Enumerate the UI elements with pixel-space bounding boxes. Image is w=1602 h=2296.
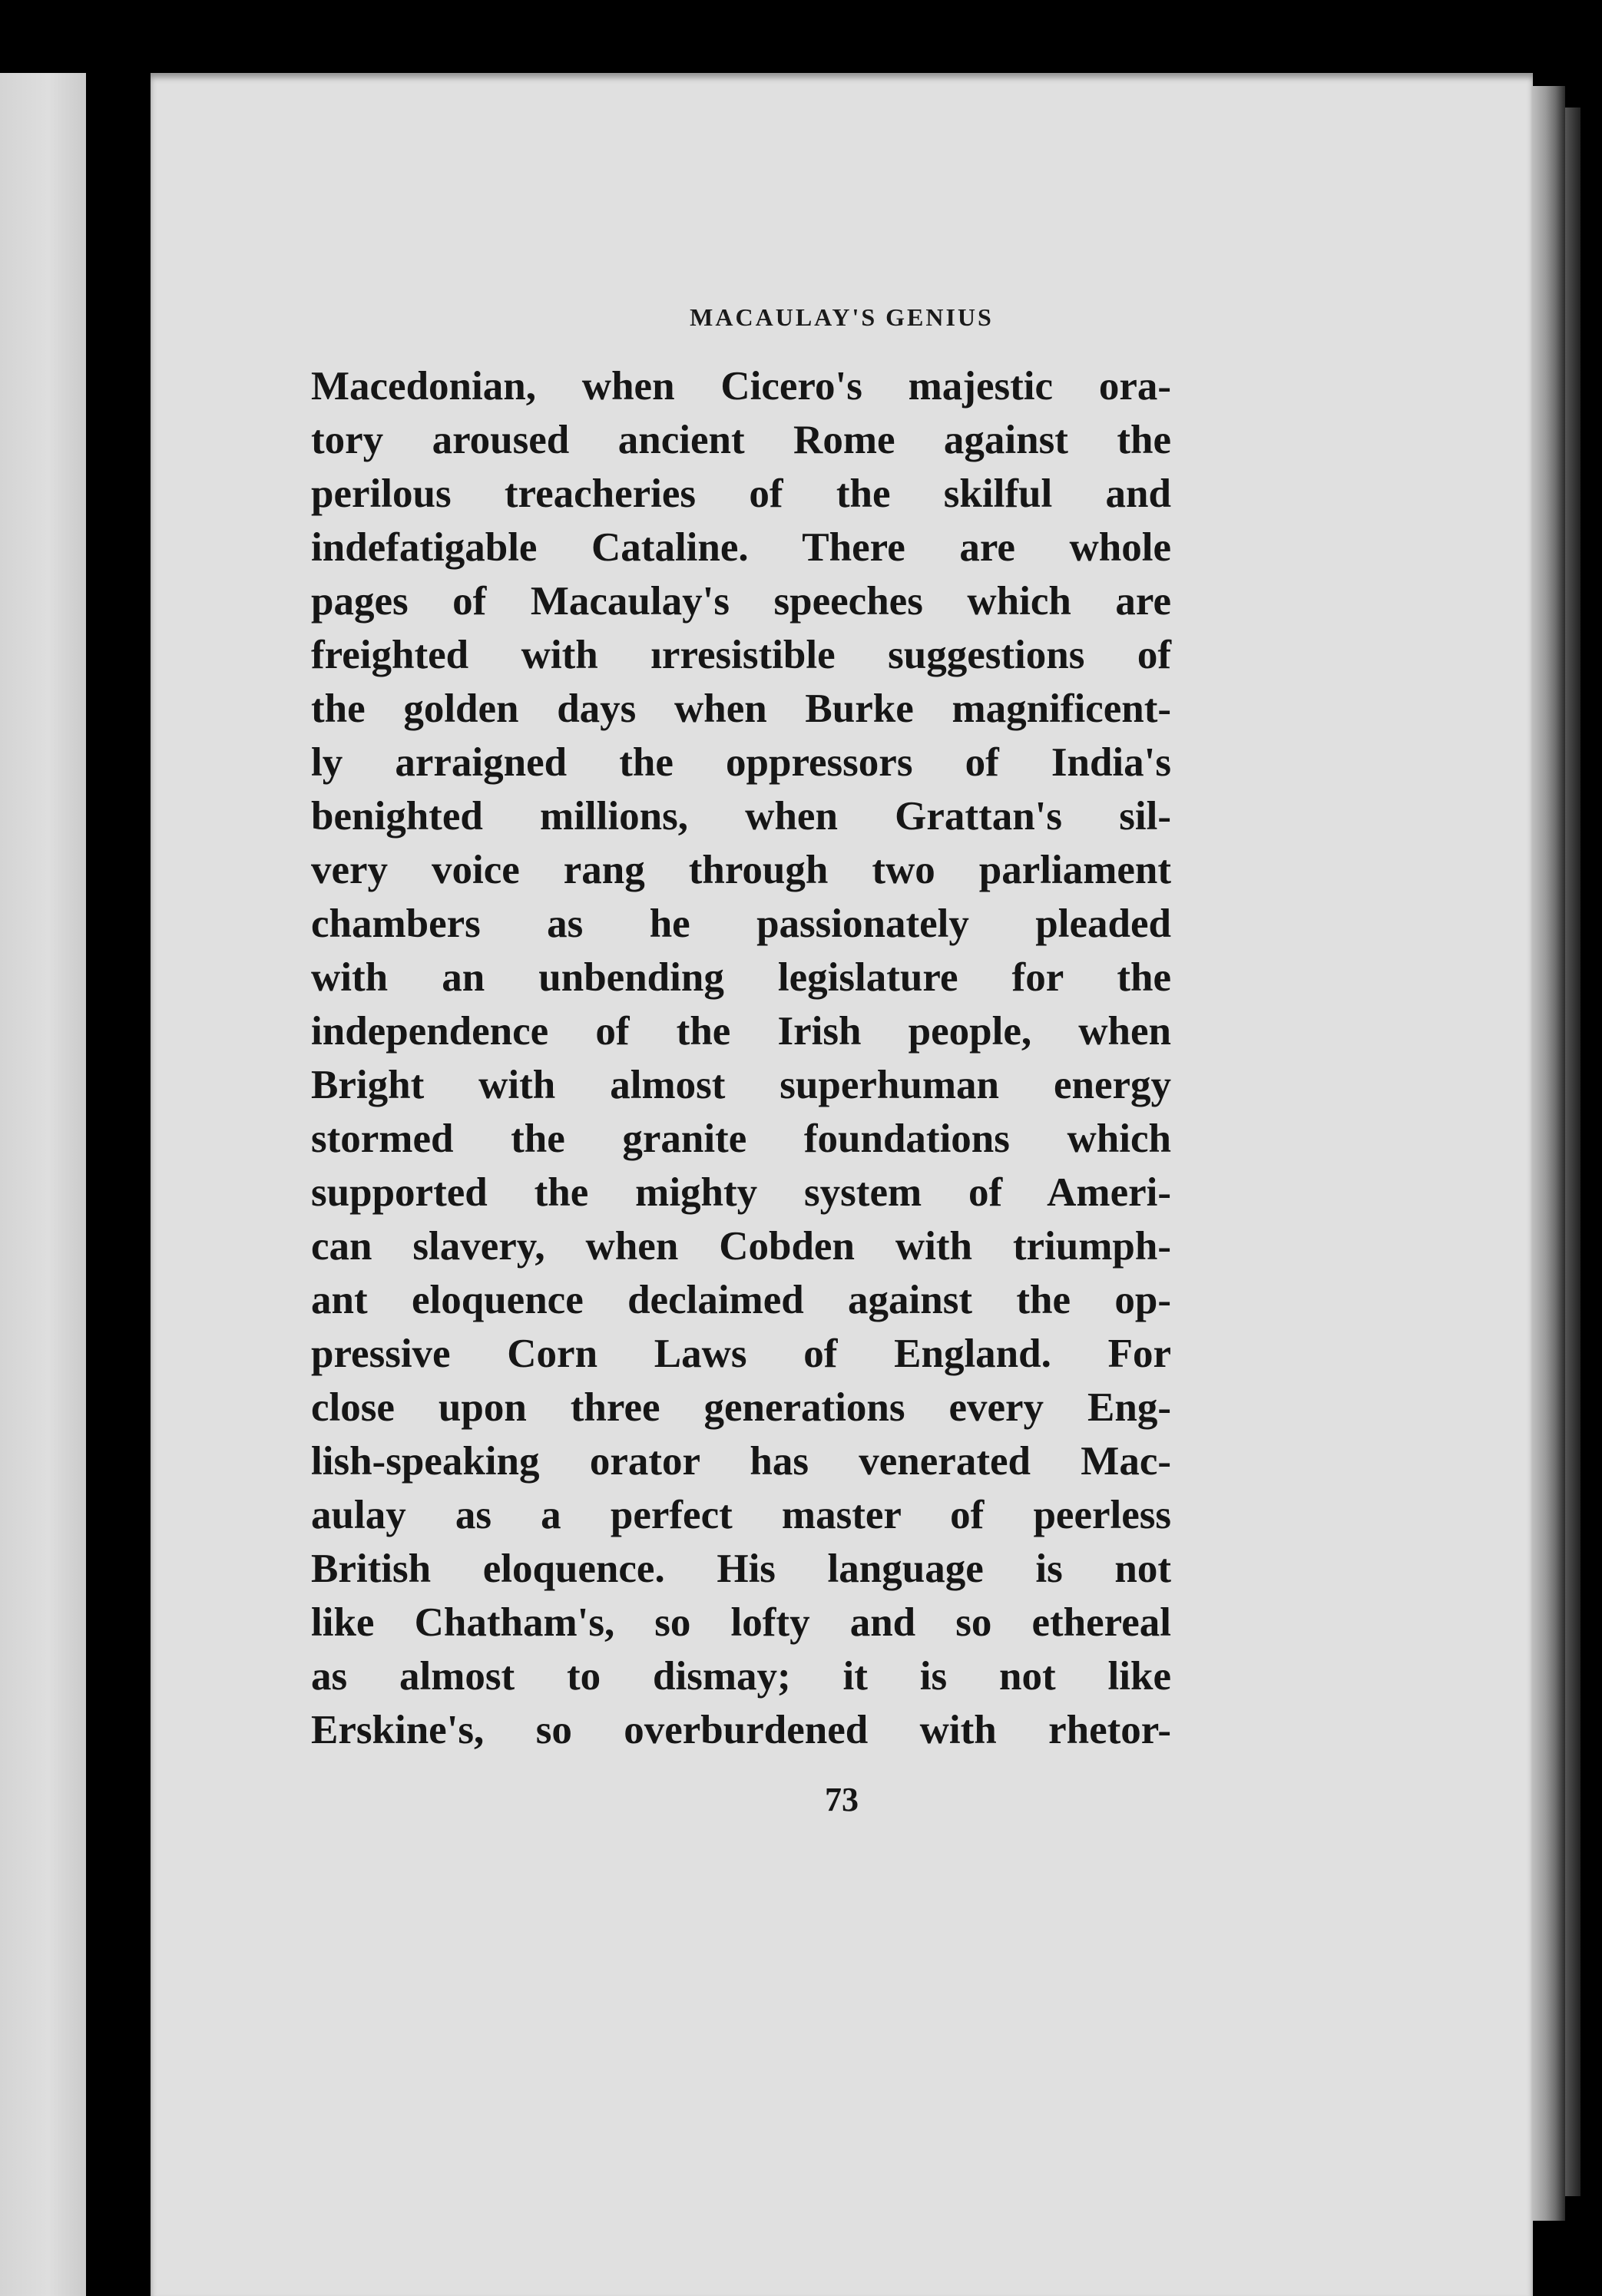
text-line: lish-speaking orator has venerated Mac- (311, 1439, 1171, 1484)
text-line: perilous treacheries of the skilful and (311, 471, 1171, 516)
page-stack-edge (1565, 108, 1580, 2196)
text-line: aulay as a perfect master of peerless (311, 1493, 1171, 1537)
text-line: with an unbending legislature for the (311, 955, 1171, 1000)
text-line: tory aroused ancient Rome against the (311, 418, 1171, 462)
text-line: Bright with almost superhuman energy (311, 1063, 1171, 1107)
page-edge-right (1533, 86, 1565, 2221)
text-line: can slavery, when Cobden with triumph- (311, 1224, 1171, 1269)
text-line: as almost to dismay; it is not like (311, 1654, 1171, 1699)
text-line: Erskine's, so overburdened with rhetor- (311, 1708, 1171, 1752)
text-line: very voice rang through two parliament (311, 848, 1171, 892)
text-line: stormed the granite foundations which (311, 1117, 1171, 1161)
book-gutter (86, 68, 151, 2296)
text-line: supported the mighty system of Ameri- (311, 1170, 1171, 1215)
text-line: British eloquence. His language is not (311, 1547, 1171, 1591)
text-line: like Chatham's, so lofty and so ethereal (311, 1600, 1171, 1645)
text-line: ly arraigned the oppressors of India's (311, 740, 1171, 785)
running-head: MACAULAY'S GENIUS (690, 303, 994, 331)
left-page-edge (0, 73, 88, 2296)
text-line: freighted with ırresistible suggestions of (311, 633, 1171, 677)
text-line: benighted millions, when Grattan's sil- (311, 794, 1171, 839)
text-line: pressive Corn Laws of England. For (311, 1332, 1171, 1376)
text-line: pages of Macaulay's speeches which are (311, 579, 1171, 624)
text-line: chambers as he passionately pleaded (311, 902, 1171, 946)
text-line: indefatigable Cataline. There are whole (311, 525, 1171, 570)
text-line: Macedonian, when Cicero's majestic ora- (311, 364, 1171, 409)
text-line: independence of the Irish people, when (311, 1009, 1171, 1054)
page-number: 73 (825, 1781, 859, 1818)
text-line: close upon three generations every Eng- (311, 1385, 1171, 1430)
text-line: the golden days when Burke magnificent- (311, 686, 1171, 731)
text-line: ant eloquence declaimed against the op- (311, 1278, 1171, 1322)
body-text (311, 359, 1171, 1757)
